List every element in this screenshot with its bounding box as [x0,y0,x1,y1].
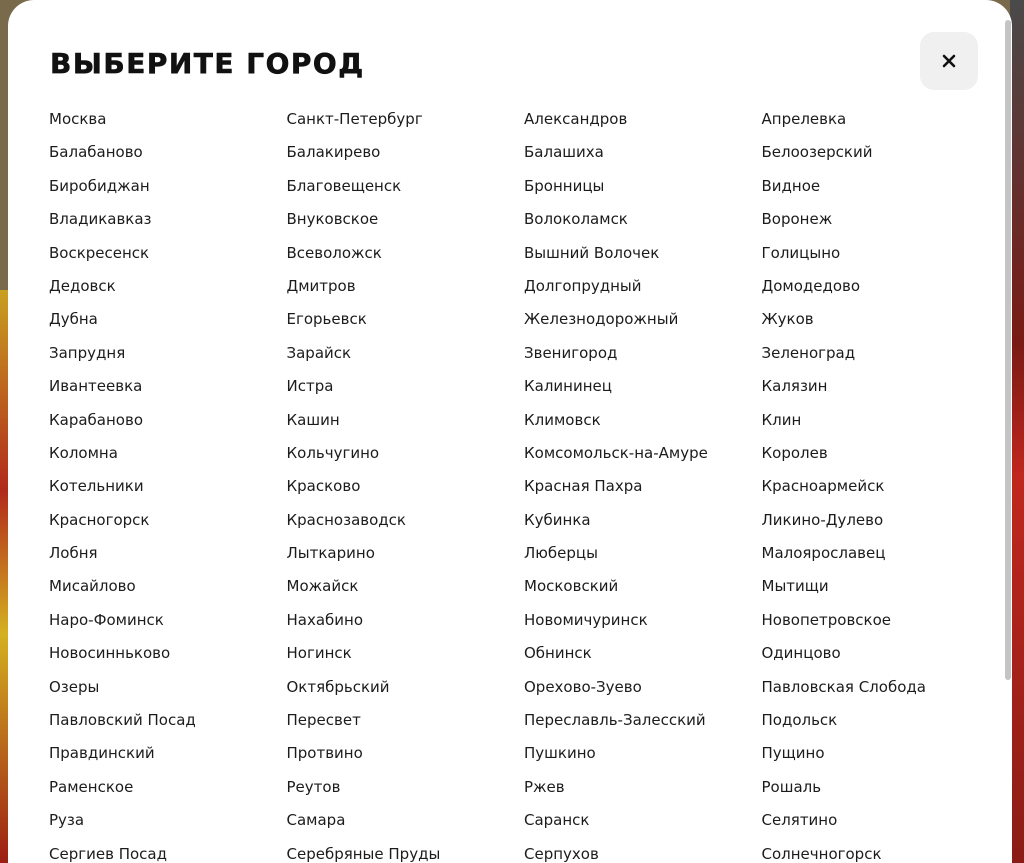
city-option[interactable]: Озеры [49,677,100,696]
city-option[interactable]: Обнинск [524,644,592,663]
backdrop-decoration-right [1010,0,1024,863]
city-option[interactable]: Лобня [49,544,98,563]
city-option[interactable]: Красногорск [49,510,150,529]
close-icon [942,54,956,68]
city-option[interactable]: Красково [286,477,361,496]
city-option[interactable]: Орехово-Зуево [524,677,642,696]
city-option[interactable]: Раменское [49,777,134,796]
city-option[interactable]: Пересвет [286,711,361,730]
city-option[interactable]: Мисайлово [49,577,136,596]
city-option[interactable]: Кубинка [524,510,591,529]
city-option[interactable]: Подольск [761,711,838,730]
city-option[interactable]: Бронницы [524,176,605,195]
city-option[interactable]: Железнодорожный [524,310,679,329]
city-option[interactable]: Малоярославец [761,544,886,563]
city-option[interactable]: Александров [524,110,628,128]
city-option[interactable]: Дедовск [49,276,116,295]
city-option[interactable]: Звенигород [524,343,618,362]
city-option[interactable]: Серебряные Пруды [286,844,441,863]
city-option[interactable]: Жуков [761,310,814,329]
scrollbar-thumb[interactable] [1005,20,1011,680]
city-option[interactable]: Балабаново [49,143,143,162]
city-option[interactable]: Воронеж [761,210,833,229]
city-option[interactable]: Кашин [286,410,340,429]
city-option[interactable]: Видное [761,176,821,195]
city-option[interactable]: Пущино [761,744,825,763]
city-option[interactable]: Лыткарино [286,544,375,563]
city-option[interactable]: Новосинньково [49,644,171,663]
city-option[interactable]: Руза [49,811,85,830]
city-option[interactable]: Апрелевка [761,110,847,128]
city-option[interactable]: Котельники [49,477,144,496]
city-option[interactable]: Запрудня [49,343,126,362]
city-option[interactable]: Благовещенск [286,176,402,195]
city-option[interactable]: Карабаново [49,410,143,429]
city-option[interactable]: Пушкино [524,744,596,763]
city-option[interactable]: Королев [761,443,828,462]
city-option[interactable]: Протвино [286,744,363,763]
city-option[interactable]: Одинцово [761,644,841,663]
city-option[interactable]: Владикавказ [49,210,152,229]
city-select-modal [8,0,1012,863]
city-option[interactable]: Воскресенск [49,243,150,262]
city-list [49,103,999,863]
city-option[interactable]: Домодедово [761,276,861,295]
city-option[interactable]: Зеленоград [761,343,856,362]
city-option[interactable]: Калининец [524,377,612,396]
city-option[interactable]: Москва [49,110,107,128]
city-option[interactable]: Саранск [524,811,590,830]
city-option[interactable]: Внуковское [286,210,379,229]
city-option[interactable]: Рошаль [761,777,822,796]
city-option[interactable]: Самара [286,811,346,830]
city-option[interactable]: Зарайск [286,343,352,362]
city-option[interactable]: Можайск [286,577,359,596]
city-option[interactable]: Всеволожск [286,243,382,262]
city-option[interactable]: Реутов [286,777,341,796]
city-option[interactable]: Вышний Волочек [524,243,660,262]
city-option[interactable]: Нахабино [286,610,364,629]
city-option[interactable]: Павловская Слобода [761,677,926,696]
city-option[interactable]: Наро-Фоминск [49,610,164,629]
city-option[interactable]: Красная Пахра [524,477,643,496]
city-option[interactable]: Селятино [761,811,838,830]
city-option[interactable]: Егорьевск [286,310,367,329]
city-option[interactable]: Люберцы [524,544,598,563]
city-option[interactable]: Ржев [524,777,565,796]
city-option[interactable]: Комсомольск-на-Амуре [524,443,708,462]
city-option[interactable]: Кольчугино [286,443,380,462]
city-option[interactable]: Климовск [524,410,601,429]
city-option[interactable]: Сергиев Посад [49,844,167,863]
city-option[interactable]: Мытищи [761,577,829,596]
city-option[interactable]: Истра [286,377,334,396]
city-option[interactable]: Долгопрудный [524,276,642,295]
city-option[interactable]: Балашиха [524,143,604,162]
city-option[interactable]: Биробиджан [49,176,150,195]
city-option[interactable]: Белоозерский [761,143,873,162]
city-option[interactable]: Краснозаводск [286,510,406,529]
close-button[interactable] [920,32,978,90]
city-option[interactable]: Ногинск [286,644,352,663]
city-option[interactable]: Дмитров [286,276,356,295]
city-option[interactable]: Павловский Посад [49,711,196,730]
scrollbar[interactable] [1004,0,1012,863]
city-option[interactable]: Коломна [49,443,118,462]
city-option[interactable]: Балакирево [286,143,381,162]
city-option[interactable]: Голицыно [761,243,841,262]
city-option[interactable]: Санкт-Петербург [286,110,423,128]
city-option[interactable]: Новопетровское [761,610,891,629]
city-option[interactable]: Московский [524,577,619,596]
city-option[interactable]: Ликино-Дулево [761,510,884,529]
city-option[interactable]: Новомичуринск [524,610,648,629]
city-option[interactable]: Переславль-Залесский [524,711,706,730]
city-option[interactable]: Волоколамск [524,210,628,229]
modal-title: ВЫБЕРИТЕ ГОРОД [50,47,365,80]
city-option[interactable]: Серпухов [524,844,599,863]
city-option[interactable]: Красноармейск [761,477,885,496]
city-option[interactable]: Калязин [761,377,828,396]
city-option[interactable]: Клин [761,410,802,429]
city-option[interactable]: Ивантеевка [49,377,143,396]
city-option[interactable]: Правдинский [49,744,155,763]
city-option[interactable]: Солнечногорск [761,844,882,863]
city-option[interactable]: Дубна [49,310,98,329]
city-option[interactable]: Октябрьский [286,677,390,696]
